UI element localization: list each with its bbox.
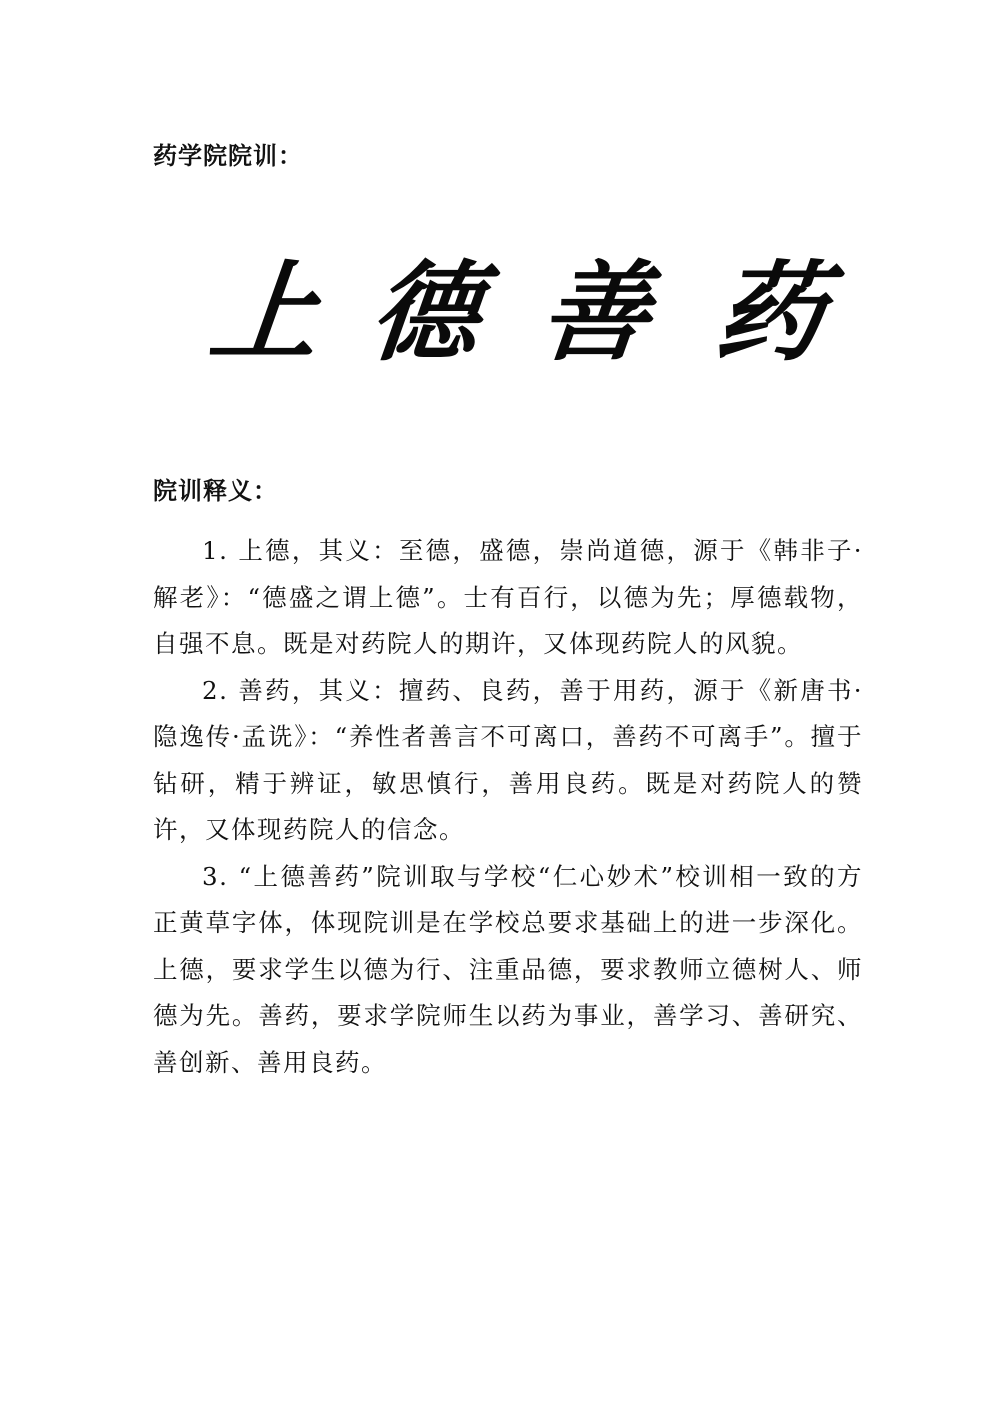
paragraph: 1. 上德，其义：至德，盛德，崇尚道德，源于《韩非子·解老》：“德盛之谓上德”。士有百行，以德为先；厚德载物，自强不息。既是对药院人的期许，又体现药院人的风貌。 bbox=[153, 536, 863, 658]
section-heading: 院训释义： bbox=[153, 477, 278, 505]
motto-char: 善 bbox=[534, 250, 656, 376]
motto-char: 药 bbox=[709, 250, 831, 376]
explanation-body bbox=[153, 528, 863, 1086]
paragraph: 2. 善药，其义：擅药、良药，善于用药，源于《新唐书·隐逸传·孟诜》：“养性者善言不可离口，善药不可离手”。擅于钻研，精于辨证，敏思慎行，善用良药。既是对药院人的赞许，又体现药院人的信念。 bbox=[153, 675, 863, 844]
page-title: 药学院院训： bbox=[153, 142, 303, 170]
calligraphy-motto bbox=[200, 248, 831, 378]
motto-char: 德 bbox=[364, 250, 486, 376]
motto-char: 上 bbox=[204, 250, 326, 376]
paragraph: 3. “上德善药”院训取与学校“仁心妙术”校训相一致的方正黄草字体，体现院训是在学校总要求基础上的进一步深化。上德，要求学生以德为行、注重品德，要求教师立德树人、师德为先。善药，要求学院师生以药为事业，善学习、善研究、善创新、善用良药。 bbox=[153, 861, 863, 1077]
